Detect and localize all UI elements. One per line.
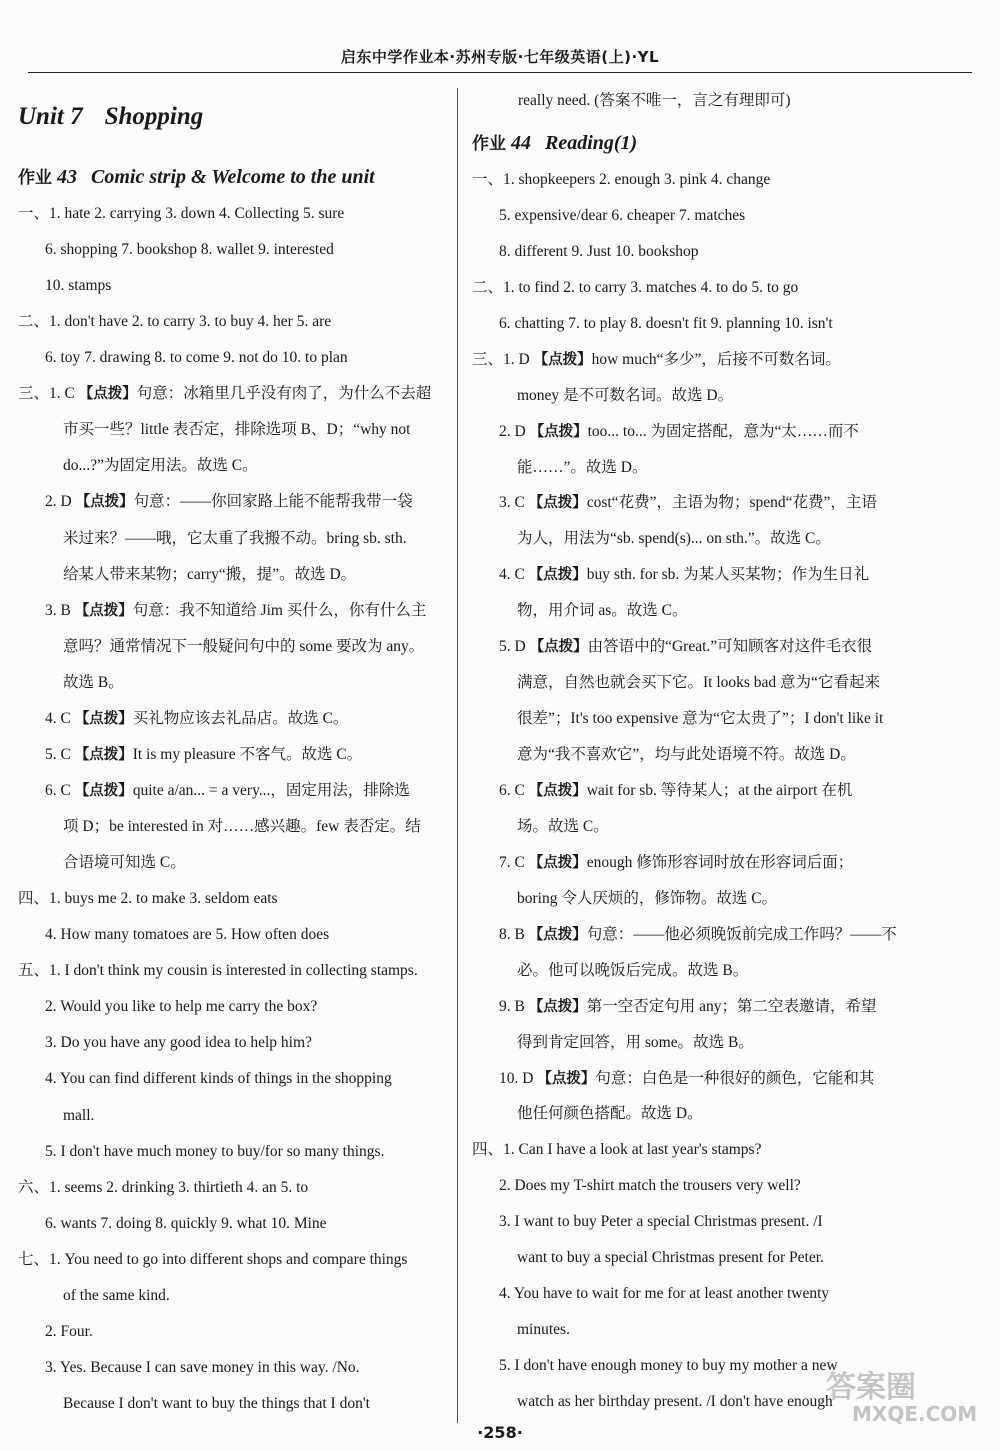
watermark-logo [818, 1362, 988, 1436]
answer-line: 4. C 【点拨】买礼物应该去礼品店。故选 C。 [45, 709, 349, 727]
section-title-43 [18, 163, 375, 189]
answer-line: 给某人带来某物；carry“搬，提”。故选 D。 [63, 565, 357, 583]
answer-line: 二、1. to find 2. to carry 3. matches 4. to do 5. to go [472, 278, 799, 296]
answer-line: boring 令人厌烦的，修饰物。故选 C。 [517, 889, 778, 907]
continued-line: really need. (答案不唯一，言之有理即可) [518, 92, 791, 109]
answer-line: 3. Do you have any good idea to help him? [45, 1034, 312, 1052]
answer-line: 五、1. I don't think my cousin is interested in collecting stamps. [18, 962, 418, 980]
answer-line: minutes. [517, 1321, 570, 1339]
answer-line: 5. C 【点拨】It is my pleasure 不客气。故选 C。 [45, 745, 363, 763]
hint-tag: 【点拨】 [74, 782, 133, 799]
answer-line: 8. different 9. Just 10. bookshop [499, 242, 699, 260]
answer-line: 三、1. C 【点拨】句意：冰箱里几乎没有肉了，为什么不去超 [18, 385, 432, 403]
answer-line: 很差”；It's too expensive 意为“它太贵了”；I don't like it [517, 710, 884, 728]
unit-name: Shopping [104, 103, 204, 130]
answer-line: watch as her birthday present. /I don't have enough [517, 1392, 833, 1410]
unit-label: Unit 7 [18, 103, 83, 130]
answer-line: 项 D；be interested in 对……感兴趣。few 表否定。结 [63, 818, 421, 836]
answer-line: 一、1. shopkeepers 2. enough 3. pink 4. change [472, 171, 771, 188]
column-divider [457, 88, 458, 1423]
answer-line: 二、1. don't have 2. to carry 3. to buy 4. her 5. are [18, 313, 332, 331]
answer-line: 2. Four. [45, 1322, 93, 1340]
answer-line: 六、1. seems 2. drinking 3. thirtieth 4. an 5. to [18, 1178, 309, 1196]
hint-tag: 【点拨】 [528, 495, 587, 512]
answer-line: 得到肯定回答，用 some。故选 B。 [517, 1033, 754, 1051]
answer-line: 能……”。故选 D。 [517, 458, 648, 476]
hint-tag: 【点拨】 [74, 602, 133, 619]
answer-line: 3. B 【点拨】句意：我不知道给 Jim 买什么，你有什么主 [45, 601, 427, 619]
hint-tag: 【点拨】 [529, 639, 588, 656]
hint-tag: 【点拨】 [533, 351, 592, 368]
answer-line: 7. C 【点拨】enough 修饰形容词时放在形容词后面； [499, 853, 854, 871]
answer-line: 满意，自然也就会买下它。It looks bad 意为“它看起来 [517, 674, 880, 692]
answer-line: do...?”为固定用法。故选 C。 [63, 457, 258, 475]
answer-line: 6. shopping 7. bookshop 8. wallet 9. interested [45, 241, 334, 259]
answer-line: 4. How many tomatoes are 5. How often does [45, 926, 330, 944]
answer-line: 6. C 【点拨】quite a/an... = a very...，固定用法，排除选 [45, 781, 410, 799]
answer-line: 一、1. hate 2. carrying 3. down 4. Collecting 5. sure [18, 205, 345, 222]
answer-line: want to buy a special Christmas present for Peter. [517, 1249, 824, 1267]
answer-line: 6. chatting 7. to play 8. doesn't fit 9. planning 10. isn't [499, 314, 833, 332]
answer-line: 2. Does my T-shirt match the trousers very well? [499, 1177, 801, 1195]
watermark-text: 答案圈 [826, 1370, 916, 1405]
answer-line: 为人，用法为“sb. spend(s)... on sth.”。故选 C。 [517, 530, 831, 548]
answer-line: 意为“我不喜欢它”，均与此处语境不符。故选 D。 [517, 746, 856, 764]
hint-tag: 【点拨】 [528, 926, 587, 943]
answer-line: 他任何颜色搭配。故选 D。 [517, 1105, 703, 1123]
answer-line: 合语境可知选 C。 [63, 854, 186, 872]
answer-line: 故选 B。 [63, 673, 124, 691]
section-prefix: 作业 [472, 134, 506, 154]
answer-line: money 是不可数名词。故选 D。 [517, 386, 734, 404]
answer-line: 2. D 【点拨】too... to... 为固定搭配，意为“太……而不 [499, 422, 859, 440]
section-title-44 [472, 129, 637, 155]
answer-line: 10. D 【点拨】句意：白色是一种很好的颜色，它能和其 [499, 1069, 875, 1087]
hint-tag: 【点拨】 [537, 1070, 596, 1087]
answer-line: 4. You have to wait for me for at least another twenty [499, 1285, 830, 1303]
hint-tag: 【点拨】 [74, 710, 133, 727]
page-number: ·258· [477, 1423, 523, 1442]
answer-line: 9. B 【点拨】第一空否定句用 any；第二空表邀请，希望 [499, 997, 877, 1015]
section-name: Reading(1) [545, 132, 638, 154]
hint-tag: 【点拨】 [528, 782, 587, 799]
answer-line: 3. Yes. Because I can save money in this way. /No. [45, 1358, 360, 1376]
answer-line: 3. I want to buy Peter a special Christmas present. /I [499, 1213, 823, 1231]
answer-line: 5. expensive/dear 6. cheaper 7. matches [499, 206, 746, 224]
answer-line: 必。他可以晚饭后完成。故选 B。 [517, 961, 749, 979]
answer-line: 三、1. D 【点拨】how much“多少”，后接不可数名词。 [472, 350, 841, 368]
answer-line: 5. D 【点拨】由答语中的“Great.”可知顾客对这件毛衣很 [499, 638, 873, 656]
answer-line: Because I don't want to buy the things that I don't [63, 1394, 370, 1412]
hint-tag: 【点拨】 [528, 567, 587, 584]
section-number: 44 [511, 132, 531, 154]
watermark-url: MXQE.COM [852, 1402, 978, 1426]
section-number: 43 [57, 166, 77, 188]
answer-line: 4. C 【点拨】buy sth. for sb. 为某人买某物；作为生日礼 [499, 566, 870, 584]
answer-line: 市买一些？little 表否定，排除选项 B、D；“why not [63, 421, 411, 439]
section-prefix: 作业 [18, 168, 52, 188]
answer-line: 2. D 【点拨】句意：——你回家路上能不能帮我带一袋 [45, 493, 413, 511]
hint-tag: 【点拨】 [75, 494, 134, 511]
answer-line: of the same kind. [63, 1286, 170, 1304]
answer-line: 七、1. You need to go into different shops and compare things [18, 1250, 408, 1268]
answer-line: 6. wants 7. doing 8. quickly 9. what 10. Mine [45, 1214, 327, 1232]
answer-line: 10. stamps [45, 277, 112, 295]
answer-line: 四、1. buys me 2. to make 3. seldom eats [18, 890, 278, 908]
section-name: Comic strip & Welcome to the unit [91, 166, 375, 188]
answer-line: 6. toy 7. drawing 8. to come 9. not do 10. to plan [45, 349, 348, 367]
answer-line: 3. C 【点拨】cost“花费”，主语为物；spend“花费”，主语 [499, 494, 877, 512]
answer-line: 8. B 【点拨】句意：——他必须晚饭前完成工作吗？——不 [499, 925, 897, 943]
answer-line: 4. You can find different kinds of things in the shopping [45, 1070, 392, 1088]
hint-tag: 【点拨】 [528, 998, 587, 1015]
answer-line: mall. [63, 1106, 95, 1124]
page-header: 启东中学作业本·苏州专版·七年级英语(上)·YL [28, 46, 972, 73]
hint-tag: 【点拨】 [78, 386, 137, 403]
answer-line: 2. Would you like to help me carry the box? [45, 998, 318, 1016]
answer-line: 物，用介词 as。故选 C。 [517, 602, 688, 620]
hint-tag: 【点拨】 [74, 746, 133, 763]
answer-line: 意吗？通常情况下一般疑问句中的 some 要改为 any。 [63, 637, 425, 655]
hint-tag: 【点拨】 [528, 854, 587, 871]
answer-line: 5. I don't have enough money to buy my mother a new [499, 1357, 838, 1375]
hint-tag: 【点拨】 [529, 423, 588, 440]
answer-line: 四、1. Can I have a look at last year's stamps? [472, 1141, 762, 1159]
answer-line: 米过来？——哦，它太重了我搬不动。bring sb. sth. [63, 529, 407, 547]
answer-line: 场。故选 C。 [517, 817, 609, 835]
answer-line: 6. C 【点拨】wait for sb. 等待某人；at the airport 在机 [499, 781, 853, 799]
answer-line: 5. I don't have much money to buy/for so many things. [45, 1142, 385, 1160]
unit-title [18, 103, 225, 131]
